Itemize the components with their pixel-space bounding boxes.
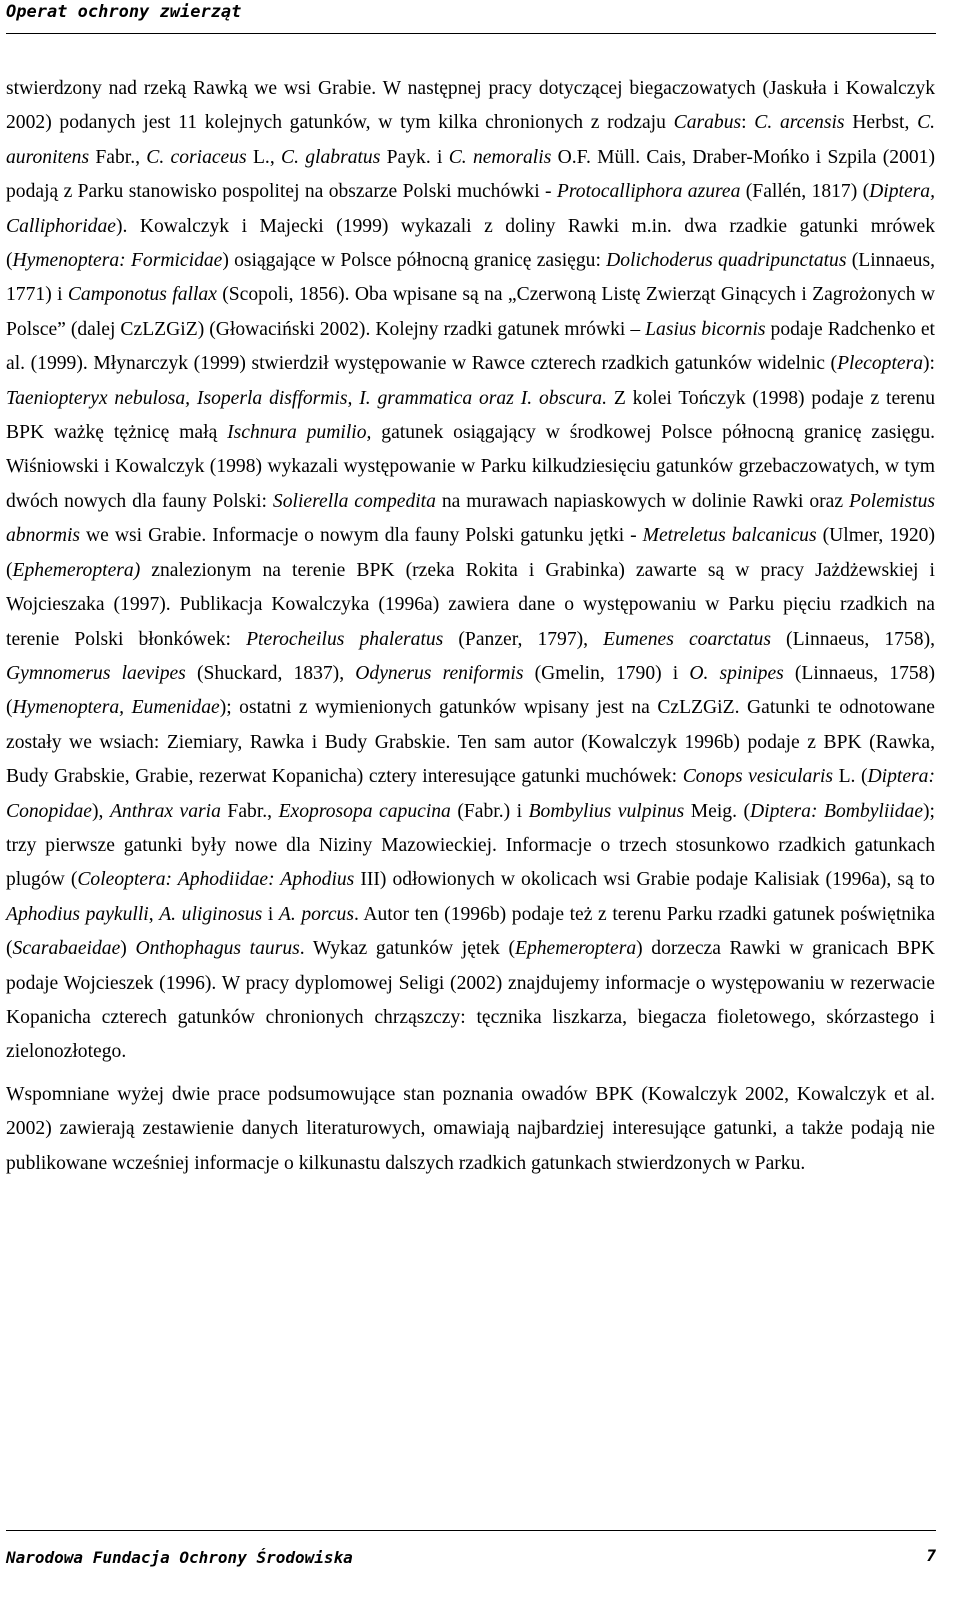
text-run: ) xyxy=(120,938,136,960)
italic-term: Pterocheilus phaleratus xyxy=(246,628,444,650)
text-run: : xyxy=(741,112,755,134)
text-run: (Fabr.) i xyxy=(450,800,529,822)
text-run: stwierdzony nad rzeką Rawką we wsi Grabie. W następnej pracy dotyczącej biegaczowatych (Jaskuła i Kowalczyk 2002) podanych jest 11 kolejnych gatunków, w tym kilka chronionych z rodzaju xyxy=(6,78,935,134)
italic-term: C. auronitens xyxy=(6,112,936,168)
text-run: ), xyxy=(92,800,110,822)
text-run: (Scopoli, 1856). Oba wpisane są na „Czerwoną Listę Zwierząt Ginących i Zagrożonych w Polsce” (dalej CzLZGiZ) (Głowaciński 2002). Kolejny rzadki gatunek mrówki – xyxy=(6,284,935,340)
text-run: (Gmelin, 1790) i xyxy=(523,662,690,684)
paragraph xyxy=(6,1078,935,1181)
text-run: Fabr., xyxy=(89,146,147,168)
text-run: i xyxy=(262,903,279,925)
italic-term: Ephemeroptera) xyxy=(12,559,141,581)
text-run: na murawach napiaskowych w dolinie Rawki oraz xyxy=(435,490,849,512)
footer-divider xyxy=(6,1530,936,1531)
header-divider xyxy=(6,33,936,34)
text-run: znalezionym na terenie BPK (rzeka Rokita i Grabinka) zawarte są w pracy Jażdżewskiej i Wojcieszaka (1997). Publikacja Kowalczyka (1996a) zawiera dane o występowaniu w Parku pięciu rzadkich na terenie Polski błonkówek: xyxy=(6,559,935,650)
text-run: L., xyxy=(246,146,281,168)
text-run: (Ulmer, 1920) ( xyxy=(6,525,935,581)
italic-term: Scarabaeidae xyxy=(12,938,121,960)
italic-term: Carabus xyxy=(673,112,742,134)
italic-term: Dolichoderus quadripunctatus xyxy=(606,250,847,272)
text-run: (Shuckard, 1837), xyxy=(185,662,356,684)
text-run: Herbst, xyxy=(844,112,918,134)
italic-term: Onthophagus taurus xyxy=(135,938,300,960)
italic-term: Protocalliphora azurea xyxy=(556,181,741,203)
italic-term: Plecoptera xyxy=(837,353,924,375)
italic-term: Taeniopteryx nebulosa, Isoperla disfformis, I. grammatica oraz I. obscura. xyxy=(6,387,607,409)
italic-term: Ischnura pumilio, xyxy=(227,422,372,444)
text-run: , xyxy=(148,903,160,925)
italic-term: Eumenes coarctatus xyxy=(603,628,771,650)
italic-term: Ephemeroptera xyxy=(514,938,637,960)
italic-term: Exoprosopa capucina xyxy=(278,800,451,822)
italic-term: Odynerus reniformis xyxy=(355,662,524,684)
italic-term: C. coriaceus xyxy=(146,146,247,168)
paragraph xyxy=(6,72,935,1070)
italic-term: O. spinipes xyxy=(689,662,784,684)
italic-term: Polemistus abnormis xyxy=(6,490,935,547)
text-run: L. ( xyxy=(833,766,868,788)
text-run: Fabr., xyxy=(220,800,279,822)
text-run: Z kolei Tończyk (1998) podaje z terenu BPK ważkę tężnicę małą xyxy=(6,387,935,444)
text-run: (Panzer, 1797), xyxy=(443,628,604,650)
italic-term: Anthrax varia xyxy=(109,800,221,822)
italic-term: Aphodius paykulli xyxy=(6,903,149,925)
text-run: (Linnaeus, 1758), xyxy=(770,628,935,650)
body-text xyxy=(6,72,935,1181)
page-footer xyxy=(6,1522,944,1582)
text-run: (Linnaeus, 1758) ( xyxy=(6,662,935,719)
text-run: O.F. Müll. Cais, Draber-Mońko i Szpila (2001) podają z Parku stanowisko pospolitej na obszarze Polski muchówki - xyxy=(6,146,936,203)
italic-term: Metreletus balcanicus xyxy=(642,525,817,547)
italic-term: Conops vesicularis xyxy=(682,766,834,788)
text-run: ); ostatni z wymienionych gatunków wpisany jest na CzLZGiZ. Gatunki te odnotowane zostały we wsiach: Ziemiary, Rawka i Budy Grabskie. Ten sam autor (Kowalczyk 1996b) podaje z BPK (Rawka, Budy Grabskie, Grabie, rezerwat Kopanicha) cztery interesujące gatunki muchówek: xyxy=(6,697,935,788)
running-header-title: Operat ochrony zwierząt xyxy=(6,2,242,22)
italic-term: Coleoptera: Aphodiidae: Aphodius xyxy=(77,869,355,891)
text-run: . Autor ten (1996b) podaje też z terenu Parku rzadki gatunek poświętnika ( xyxy=(6,903,935,960)
italic-term: Bombylius vulpinus xyxy=(528,800,685,822)
text-run: ): xyxy=(923,353,935,375)
text-run: (Linnaeus, 1771) i xyxy=(6,250,935,306)
page-header xyxy=(6,0,944,40)
text-run: podaje Radchenko et al. (1999). Młynarczyk (1999) stwierdził występowanie w Rawce czterech rzadkich gatunków widelnic ( xyxy=(6,318,935,375)
text-run: ). Kowalczyk i Majecki (1999) wykazali z doliny Rawki m.in. dwa rzadkie gatunki mrówek ( xyxy=(6,215,935,272)
text-run: gatunek osiągający w środkowej Polsce północną granicę zasięgu. Wiśniowski i Kowalczyk (1998) wykazali występowanie w Parku kilkudziesięciu gatunków grzebaczowatych, w tym dwóch nowych dla fauny Polski: xyxy=(6,422,936,512)
italic-term: C. arcensis xyxy=(754,112,845,134)
italic-term: C. nemoralis xyxy=(448,146,552,168)
page-number: 7 xyxy=(926,1546,936,1565)
italic-term: Diptera, Calliphoridae xyxy=(6,181,935,237)
italic-term: Hymenoptera, Eumenidae xyxy=(12,697,220,719)
italic-term: Camponotus fallax xyxy=(67,284,217,306)
text-run: Payk. i xyxy=(380,146,449,168)
text-run: we wsi Grabie. Informacje o nowym dla fauny Polski gatunku jętki - xyxy=(80,525,643,547)
italic-term: Gymnomerus laevipes xyxy=(6,662,186,684)
footer-organization: Narodowa Fundacja Ochrony Środowiska xyxy=(6,1548,353,1567)
text-run: Meig. ( xyxy=(684,800,751,822)
text-run: (Fallén, 1817) ( xyxy=(740,181,870,203)
text-run: ); trzy pierwsze gatunki były nowe dla Niziny Mazowieckiej. Informacje o trzech stosunkowo rzadkich gatunkach plugów ( xyxy=(6,800,935,891)
italic-term: Hymenoptera: Formicidae xyxy=(12,250,223,272)
text-run: III) odłowionych w okolicach wsi Grabie podaje Kalisiak (1996a), są to xyxy=(354,869,935,891)
italic-term: A. porcus xyxy=(278,903,354,925)
italic-term: C. glabratus xyxy=(281,146,381,168)
italic-term: Diptera: Conopidae xyxy=(6,766,935,822)
italic-term: A. uliginosus xyxy=(159,903,263,925)
italic-term: Solierella compedita xyxy=(272,490,436,512)
text-run: ) dorzecza Rawki w granicach BPK podaje Wojcieszek (1996). W pracy dyplomowej Seligi (2002) znajdujemy informacje o występowaniu w rezerwacie Kopanicha czterech gatunków chronionych chrząszczy: tęcznika liszkarza, biegacza fioletowego, skórzastego i zielonozłotego. xyxy=(6,938,935,1063)
italic-term: Lasius bicornis xyxy=(645,318,766,340)
text-run: . Wykaz gatunków jętek ( xyxy=(299,938,515,960)
text-run: ) osiągające w Polsce północną granicę zasięgu: xyxy=(222,250,607,272)
text-run: Wspomniane wyżej dwie prace podsumowujące stan poznania owadów BPK (Kowalczyk 2002, Kowalczyk et al. 2002) zawierają zestawienie danych literaturowych, omawiają najbardziej interesujące gatunki, a także podają nie publikowane wcześniej informacje o kilkunastu dalszych rzadkich gatunkach stwierdzonych w Parku. xyxy=(6,1083,935,1174)
italic-term: Diptera: Bombyliidae xyxy=(750,800,924,822)
